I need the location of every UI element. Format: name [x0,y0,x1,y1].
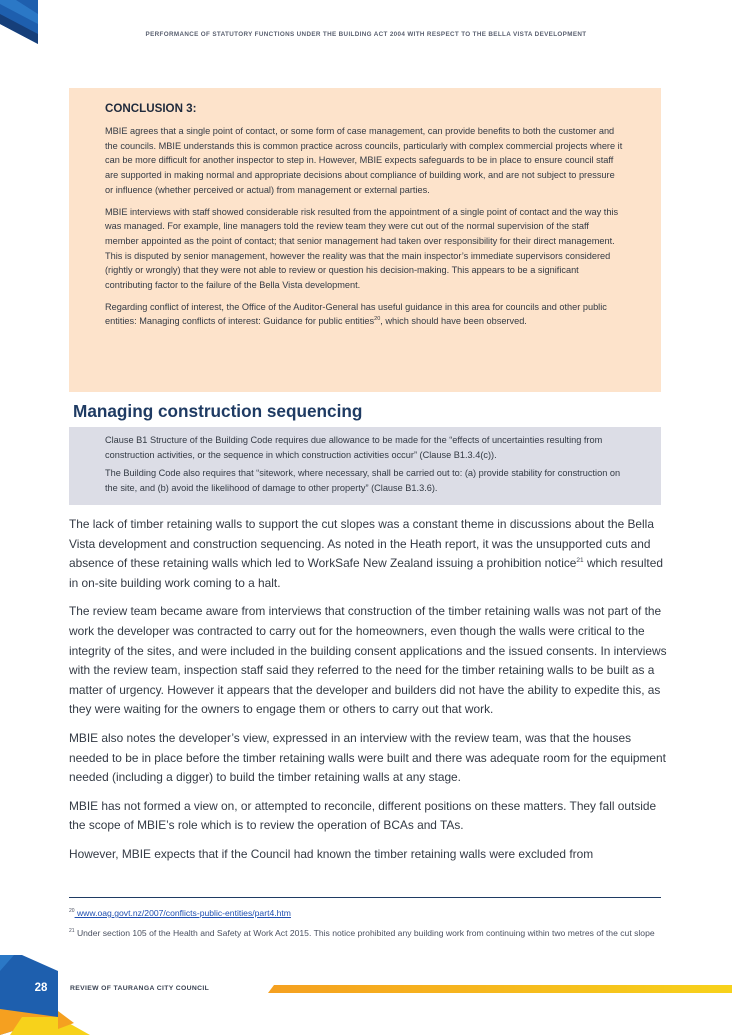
footnote-21-text: Under section 105 of the Health and Safety at Work Act 2015. This notice prohibited any building work from continuing within two metres of the cut slope [74,928,655,938]
conclusion-paragraph-3-text: Regarding conflict of interest, the Office of the Auditor-General has useful guidance in this area for councils and other public entities: Managing conflicts of interest: Guidance for public entities [105,301,607,327]
footnote-ref-20[interactable]: 20 [374,316,381,323]
body-paragraph-1 [69,515,669,593]
clause-paragraph-1: Clause B1 Structure of the Building Code requires due allowance to be made for the “effects of uncertainties resulting from construction activities, or the sequence in which construction activities occur” (Clause B1.3.4(c)). [105,435,603,460]
body-paragraph-2: The review team became aware from interviews that construction of the timber retaining walls was not part of the work the developer was contracted to carry out for the homeowners, even though the walls were critical to the integrity of the sites, and were included in the building consent applications and the issued consents. In interviews with the review team, inspection staff said they referred to the need for the timber retaining walls to be built as a matter of urgency. However it appears that the developer and builders did not have the ability to expedite this, as they were waiting for the owners to engage them or others to carry out that work. [69,604,667,717]
body-paragraph-5: However, MBIE expects that if the Council had known the timber retaining walls were excluded from [69,846,594,861]
conclusion-paragraph-2: MBIE interviews with staff showed considerable risk resulted from the appointment of a single point of contact and the way this was managed. For example, line managers told the review team they were cut out of the normal supervision of the staff member appointed as the point of contact; that senior management had taken over responsibility for their direct management. This is disputed by senior management, however the reality was that the main inspector’s immediate supervisors considered (rightly or wrongly) that they were not able to review or question his decision-making. This appears to be a significant contributing factor to the failure of the Bella Vista development. [105,206,619,291]
body-paragraph-1-text: The lack of timber retaining walls to support the cut slopes was a constant theme in discussions about the Bella Vista development and construction sequencing. As noted in the Heath report, it was the unsupported cuts and absence of these retaining walls which led to WorkSafe New Zealand issuing a prohibition notice [69,517,654,571]
running-header: PERFORMANCE OF STATUTORY FUNCTIONS UNDER THE BUILDING ACT 2004 WITH RESPECT TO THE BELLA VISTA DEVELOPMENT [145,31,587,38]
footnote-ref-21[interactable]: 21 [576,557,584,565]
conclusion-paragraph-3 [105,300,625,329]
footnote-20-number: 20 [69,908,75,915]
conclusion-title: CONCLUSION 3: [105,102,197,115]
footnote-20-link[interactable]: www.oag.govt.nz/2007/conflicts-public-entities/part4.htm [74,908,291,918]
conclusion-paragraph-3-end: , which should have been observed. [380,316,527,327]
body-paragraph-3: MBIE also notes the developer’s view, expressed in an interview with the review team, was that the houses needed to be in place before the timber retaining walls were built and there was adequate room for the equipment needed (including a digger) to build the timber retaining walls at any stage. [69,730,666,785]
footer-accent-bar [268,985,732,993]
corner-decoration-bottom [0,955,90,1035]
conclusion-paragraph-1: MBIE agrees that a single point of contact, or some form of case management, can provide benefits to both the customer and the councils. MBIE understands this is common practice across councils, particularly with complex commercial projects where it can be more difficult for another inspector to step in. However, MBIE expects safeguards to be in place to ensure council staff are supported in making normal and appropriate decisions about compliance of building work, and are not subject to pressure or influence (whether perceived or actual) from management or external parties. [105,126,623,195]
conclusion-box [69,88,661,392]
clause-paragraph-2: The Building Code also requires that “sitework, where necessary, shall be carried out to: (a) provide stability for construction on the site, and (b) avoid the likelihood of damage to other property” (Clause B1.3.6). [105,468,621,494]
footnote-21 [69,923,669,943]
section-heading: Managing construction sequencing [73,401,363,421]
footnote-divider [69,897,661,898]
footnote-21-number: 21 [69,928,75,935]
page-number: 28 [34,982,48,994]
footer-label: REVIEW OF TAURANGA CITY COUNCIL [70,985,210,992]
building-code-box [69,427,661,505]
footnotes [69,903,669,943]
body-paragraph-1-end: which resulted in on-site building work coming to a halt. [69,556,663,590]
body-text [69,515,669,874]
footnote-20 [69,903,669,923]
body-paragraph-4: MBIE has not formed a view on, or attempted to reconcile, different positions on these matters. They fall outside the scope of MBIE’s role which is to review the operation of BCAs and TAs. [69,798,657,833]
